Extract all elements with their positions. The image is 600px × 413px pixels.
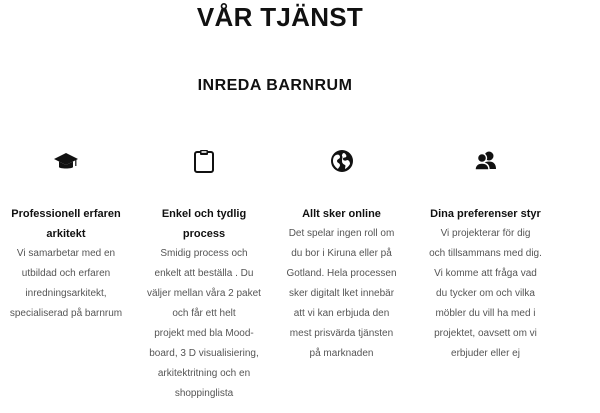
feature-title: Professionell erfaren arkitekt [11,208,121,240]
clipboard-icon [191,148,217,174]
feature-description: Det spelar ingen roll om du bor i Kiruna eller på Gotland. Hela processen sker digitalt lket innebär att vi kan erbjuda den mest prisvärda tjänsten på marknaden [286,228,397,359]
feature-simple-process [139,148,269,404]
graduation-cap-icon [53,148,79,174]
feature-online [279,148,404,364]
page-title: VÅR TJÄNST [196,2,364,32]
feature-title: Dina preferenser styr [430,208,541,220]
globe-icon [329,148,355,174]
users-icon [473,148,499,174]
feature-description: Smidig process och enkelt att beställa . Du väljer mellan våra 2 paket och får ett helt projekt med bla Mood- board, 3 D visualisiering, arkitektritning och en shoppinglista [147,248,261,399]
section-subtitle: INREDA BARNRUM [197,77,353,94]
feature-description: Vi projekterar för dig och tillsammans med dig. Vi komme att fråga vad du tycker om och vilka möbler du vill ha med i projektet, oavsett om vi erbjuder eller ej [429,228,542,359]
feature-description: Vi samarbetar med en utbildad och erfaren inredningsarkitekt, specialiserad på barnrum [9,248,123,319]
feature-title: Enkel och tydlig process [161,208,247,240]
features-row [0,148,600,413]
feature-professional-architect [0,148,136,324]
feature-title: Allt sker online [302,208,381,220]
feature-your-preferences [418,148,553,364]
